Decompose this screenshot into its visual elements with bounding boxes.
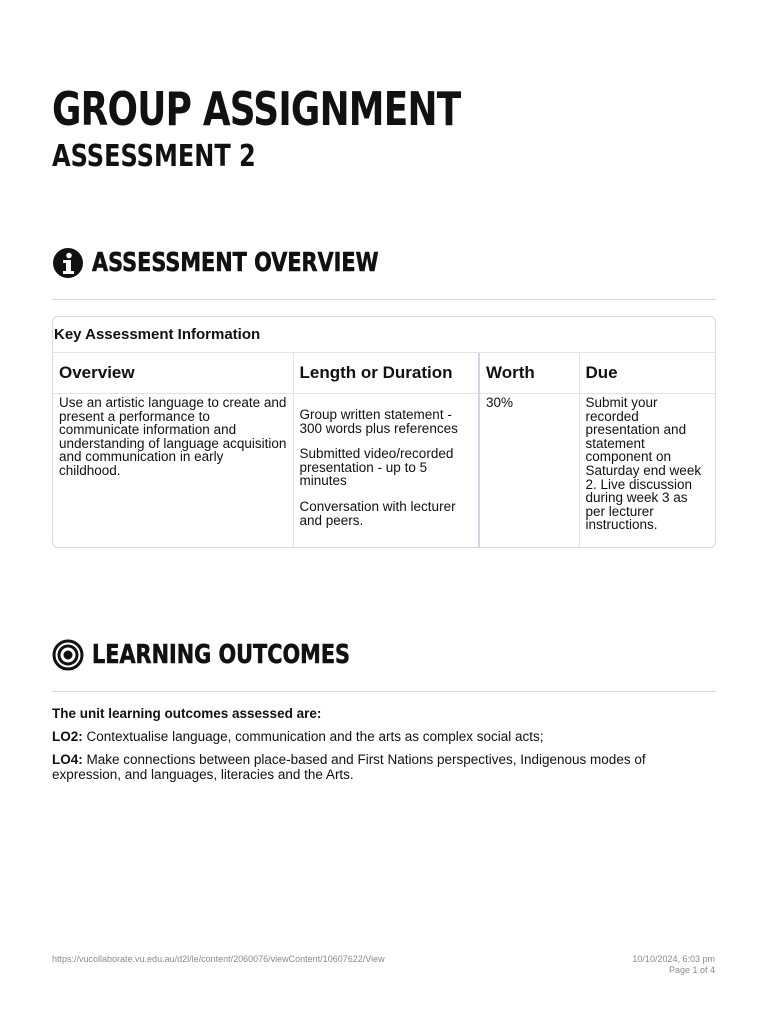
outcome-text: Make connections between place-based and First Nations perspectives, Indigenous modes of expression, and languages, literacies and the Arts.: [52, 752, 646, 782]
cell-length: [293, 394, 479, 549]
column-header-worth: Worth: [479, 353, 579, 394]
learning-outcomes-heading: [52, 638, 415, 672]
page-subtitle: ASSESSMENT 2: [52, 139, 256, 174]
table-header-row: [53, 353, 715, 394]
footer-url: https://vucollaborate.vu.edu.au/d2l/le/content/2060076/viewContent/10607622/View: [52, 954, 385, 964]
page-title: GROUP ASSIGNMENT: [52, 82, 461, 136]
target-icon: [52, 639, 84, 671]
list-item: [52, 752, 716, 782]
table-row: [53, 394, 715, 549]
footer-meta: [632, 954, 715, 976]
cell-overview: Use an artistic language to create and present a performance to communicate information and understanding of language acquisition and communication in early childhood.: [53, 394, 293, 549]
list-item: [52, 729, 716, 744]
assessment-overview-heading: [52, 246, 450, 280]
info-circle-icon: [52, 247, 84, 279]
divider: [52, 691, 716, 692]
length-item: Conversation with lecturer and peers.: [299, 498, 456, 528]
footer-page-number: Page 1 of 4: [668, 965, 715, 975]
cell-worth: 30%: [479, 394, 579, 549]
card-title: Key Assessment Information: [53, 317, 715, 353]
column-header-overview: Overview: [53, 353, 293, 394]
outcome-code: LO4:: [52, 752, 83, 767]
column-header-due: Due: [579, 353, 715, 394]
learning-outcomes-list: [52, 706, 716, 790]
key-assessment-card: [52, 316, 716, 548]
section-title: ASSESSMENT OVERVIEW: [92, 248, 379, 278]
assessment-table: [53, 353, 715, 548]
outcome-code: LO2:: [52, 729, 83, 744]
divider: [52, 299, 716, 300]
footer-datetime: 10/10/2024, 6:03 pm: [632, 954, 715, 964]
length-item: Submitted video/recorded presentation - up to 5 minutes: [299, 446, 454, 489]
cell-due: Submit your recorded presentation and statement component on Saturday end week 2. Live discussion during week 3 as per lecturer instructions.: [585, 395, 702, 533]
section-title: LEARNING OUTCOMES: [92, 640, 351, 670]
length-item: Group written statement - 300 words plus references: [299, 407, 458, 436]
outcome-text: Contextualise language, communication and the arts as complex social acts;: [82, 729, 544, 744]
outcomes-intro: The unit learning outcomes assessed are:: [52, 706, 322, 721]
column-header-length: Length or Duration: [293, 353, 479, 394]
